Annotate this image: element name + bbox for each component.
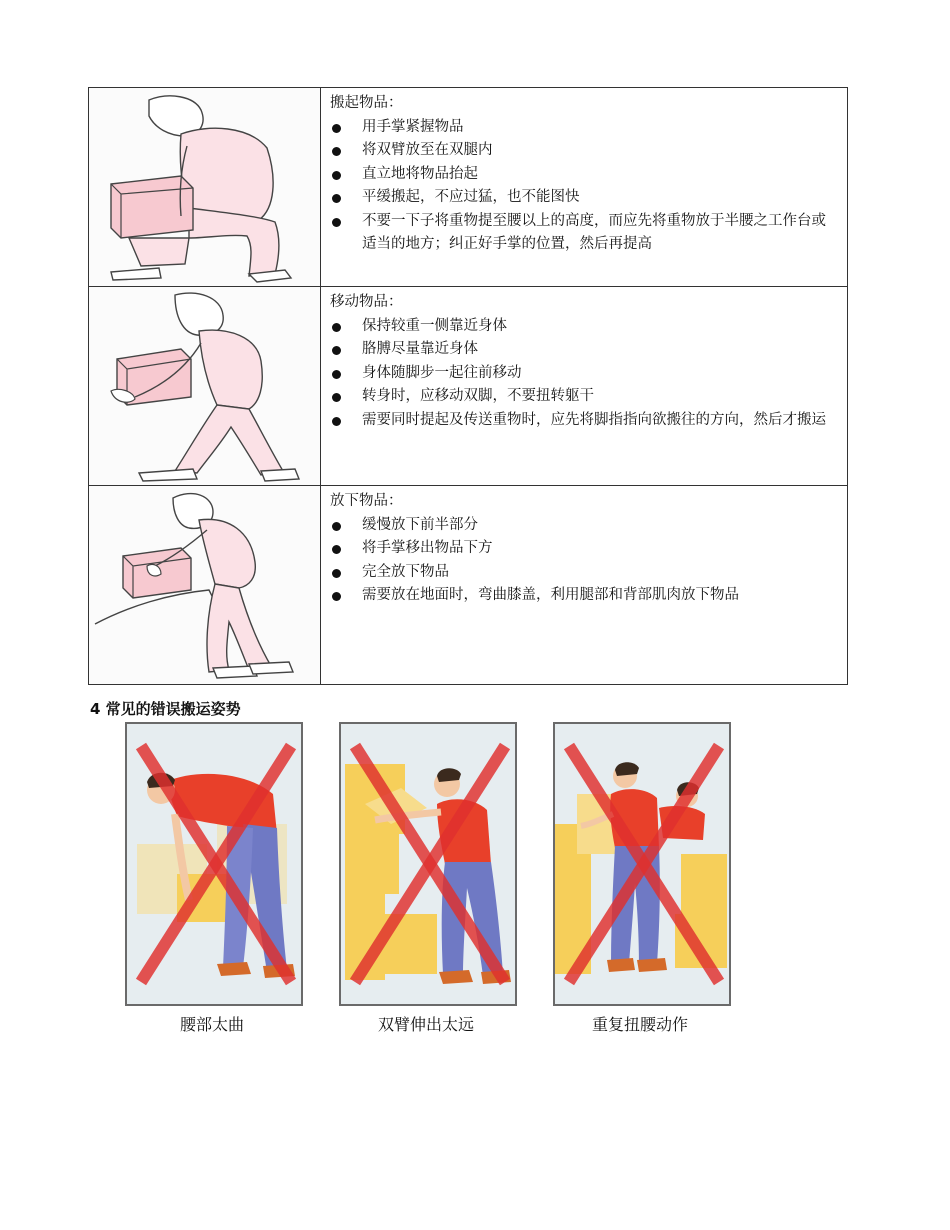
step-bullet-list <box>330 514 839 608</box>
list-item: 身体随脚步一起往前移动 <box>330 362 839 386</box>
lift-illustration <box>89 88 321 287</box>
list-item: 缓慢放下前半部分 <box>330 514 839 538</box>
list-item: 将双臂放至在双腿内 <box>330 139 839 163</box>
lower-instructions <box>321 486 848 685</box>
step-bullet-list <box>330 116 839 257</box>
list-item: 平缓搬起，不应过猛，也不能图快 <box>330 186 839 210</box>
step-title: 搬起物品： <box>330 95 403 111</box>
lift-instructions <box>321 88 848 287</box>
move-illustration <box>89 287 321 486</box>
wrong-posture-caption: 双臂伸出太远 <box>377 1015 474 1034</box>
list-item: 用手掌紧握物品 <box>330 116 839 140</box>
list-item: 直立地将物品抬起 <box>330 163 839 187</box>
list-item: 将手掌移出物品下方 <box>330 537 839 561</box>
lift-figure-image <box>89 88 320 286</box>
lower-figure-image <box>89 486 320 684</box>
list-item: 保持较重一侧靠近身体 <box>330 315 839 339</box>
handling-steps-table <box>88 87 848 685</box>
list-item: 转身时，应移动双脚，不要扭转躯干 <box>330 385 839 409</box>
list-item: 完全放下物品 <box>330 561 839 585</box>
wrong-posture-caption: 重复扭腰动作 <box>591 1015 688 1034</box>
step-row-lower <box>89 486 848 685</box>
list-item: 需要同时提起及传送重物时，应先将脚指指向欲搬往的方向，然后才搬运 <box>330 409 839 433</box>
section-heading: 4 常见的错误搬运姿势 <box>90 700 241 718</box>
twisting-illustration <box>555 724 729 1004</box>
bent-back-illustration <box>127 724 301 1004</box>
lower-illustration <box>89 486 321 685</box>
move-instructions <box>321 287 848 486</box>
wrong-posture-card <box>339 722 519 1035</box>
wrong-posture-image <box>553 722 731 1006</box>
move-figure-image <box>89 287 320 485</box>
arms-extended-illustration <box>341 724 515 1004</box>
wrong-posture-image <box>125 722 303 1006</box>
wrong-posture-card <box>125 722 305 1035</box>
list-item: 不要一下子将重物提至腰以上的高度，而应先将重物放于半腰之工作台或适当的地方；纠正好手掌的位置，然后再提高 <box>330 210 839 257</box>
step-row-move <box>89 287 848 486</box>
list-item: 需要放在地面时，弯曲膝盖，利用腿部和背部肌肉放下物品 <box>330 584 839 608</box>
wrong-posture-card <box>553 722 733 1035</box>
step-bullet-list <box>330 315 839 433</box>
step-row-lift <box>89 88 848 287</box>
step-title: 放下物品： <box>330 493 403 509</box>
wrong-posture-image <box>339 722 517 1006</box>
wrong-posture-caption: 腰部太曲 <box>179 1015 244 1034</box>
list-item: 胳膊尽量靠近身体 <box>330 338 839 362</box>
step-title: 移动物品： <box>330 294 403 310</box>
